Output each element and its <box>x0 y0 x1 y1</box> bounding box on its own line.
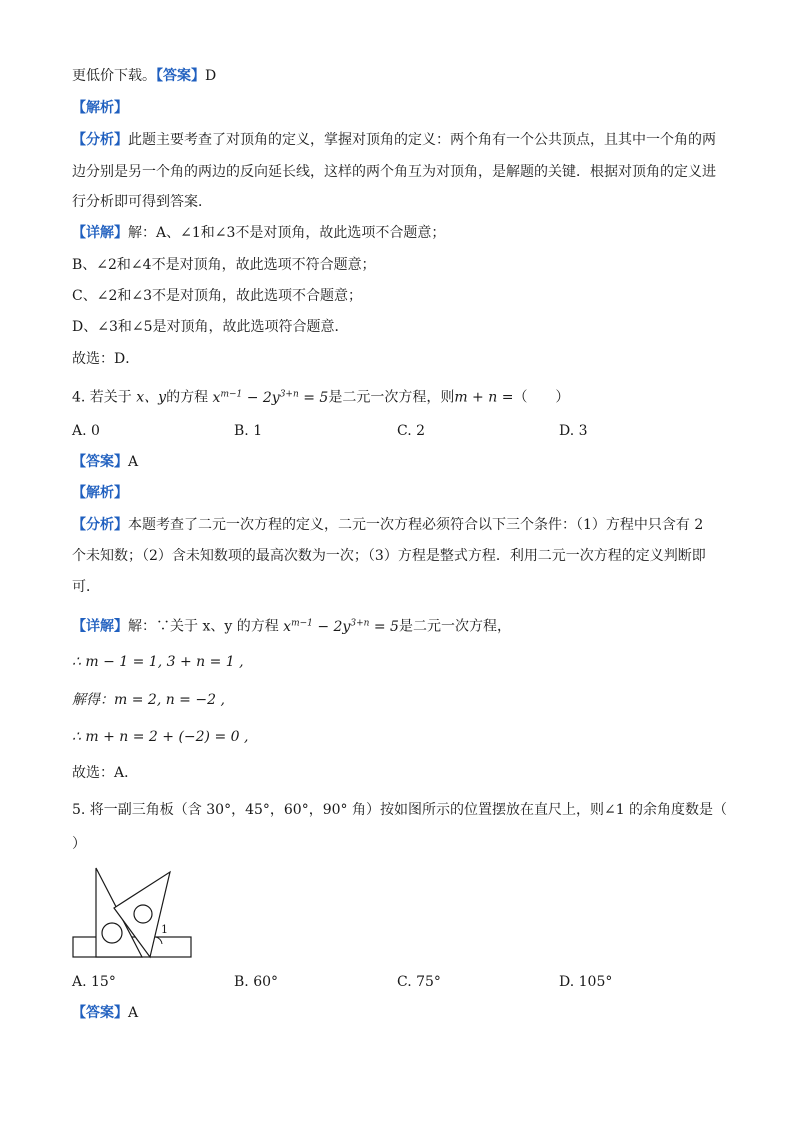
detail-line-c: C、∠2和∠3不是对顶角，故此选项不合题意； <box>72 288 362 304</box>
q4-fenxi-tag: 【分析】 <box>72 517 128 533</box>
q5-option-a[interactable]: A. 15° <box>72 974 116 990</box>
line-previous-answer <box>72 66 216 86</box>
q4-analysis-heading: 【解析】 <box>72 485 128 501</box>
analysis-heading: 【解析】 <box>72 100 128 116</box>
conclusion-line: 故选：D． <box>72 351 140 367</box>
q4-paren: （ ） <box>513 389 570 406</box>
q4-options <box>72 421 722 441</box>
q4-step-3: ∴ m + n = 2 + (−2) = 0 , <box>72 729 249 745</box>
q4-equation: $x^{m-1} - 2y^{3+n} = 5$ <box>212 389 329 406</box>
triangle-ruler-figure <box>72 866 202 962</box>
q4-step-2: 解得：m = 2, n = −2 , <box>72 692 225 708</box>
q5-answer <box>72 1003 138 1023</box>
q4-detail-equation: $x^{m-1} - 2y^{3+n} = 5$ <box>283 618 399 635</box>
analysis-line-3: 行分析即可得到答案． <box>72 194 212 210</box>
q4-answer-tag: 【答案】 <box>72 454 128 470</box>
q4-vars: x、y <box>136 389 167 406</box>
q4-fenxi-line-3: 可． <box>72 579 100 595</box>
fenxi-tag: 【分析】 <box>72 132 128 148</box>
q4-option-d[interactable]: D. 3 <box>559 423 588 439</box>
q5-option-c[interactable]: C. 75° <box>397 974 441 990</box>
q5-answer-tag: 【答案】 <box>72 1005 128 1021</box>
fenxi-text: 此题主要考查了对顶角的定义，掌握对顶角的定义：两个角有一个公共顶点，且其中一个角的两 <box>128 132 716 148</box>
question-5-line-1: 5. 将一副三角板（含 30°，45°，60°，90° 角）按如图所示的位置摆放在直尺上，则∠1 的余角度数是（ <box>72 802 728 818</box>
analysis-line-1 <box>72 130 716 150</box>
q4-answer <box>72 452 138 472</box>
q4-detail-text: 解：∵关于 x、y 的方程 <box>128 618 279 635</box>
q4-fenxi-line-1 <box>72 515 703 535</box>
q5-answer-value: A <box>128 1005 139 1021</box>
q4-prefix: 4. 若关于 <box>72 389 132 406</box>
answer-value: D <box>205 68 217 84</box>
download-text: 更低价下载。 <box>72 68 156 84</box>
q4-step-1: ∴ m − 1 = 1, 3 + n = 1 , <box>72 654 244 670</box>
q5-option-d[interactable]: D. 105° <box>559 974 613 990</box>
q4-fenxi-text: 本题考查了二元一次方程的定义，二元一次方程必须符合以下三个条件：（1）方程中只含有 2 <box>128 517 704 533</box>
q4-conclusion: 故选：A． <box>72 765 139 781</box>
angle-1-label: 1 <box>161 923 168 936</box>
answer-tag: 【答案】 <box>156 68 205 84</box>
angle-1-arc <box>156 937 162 944</box>
q4-detail-line <box>72 613 511 637</box>
detail-line-a <box>72 223 445 243</box>
q4-mid: 的方程 <box>166 389 209 406</box>
q4-suffix: 是二元一次方程，则 <box>328 389 455 406</box>
q4-option-b[interactable]: B. 1 <box>234 423 263 439</box>
q4-detail-tag: 【详解】 <box>72 618 128 635</box>
q4-fenxi-line-2: 个未知数；（2）含未知数项的最高次数为一次；（3）方程是整式方程．利用二元一次方程的定义判断即 <box>72 548 706 564</box>
analysis-line-2: 边分别是另一个角的两边的反向延长线，这样的两个角互为对顶角，是解题的关键．根据对顶角的定义进 <box>72 164 716 180</box>
detail-text: 解：A、∠1和∠3不是对顶角，故此选项不合题意； <box>128 225 446 241</box>
detail-line-d: D、∠3和∠5是对顶角，故此选项符合题意． <box>72 319 349 335</box>
q4-detail-end: 是二元一次方程， <box>398 618 511 635</box>
q4-option-c[interactable]: C. 2 <box>397 423 426 439</box>
q5-options <box>72 972 722 992</box>
q4-option-a[interactable]: A. 0 <box>72 423 100 439</box>
question-5-line-2: ） <box>72 836 86 852</box>
detail-line-b: B、∠2和∠4不是对顶角，故此选项不符合题意； <box>72 257 376 273</box>
question-4 <box>72 384 569 408</box>
q5-option-b[interactable]: B. 60° <box>234 974 279 990</box>
q4-answer-value: A <box>128 454 139 470</box>
q4-ask: m + n = <box>454 389 514 406</box>
detail-tag: 【详解】 <box>72 225 128 241</box>
